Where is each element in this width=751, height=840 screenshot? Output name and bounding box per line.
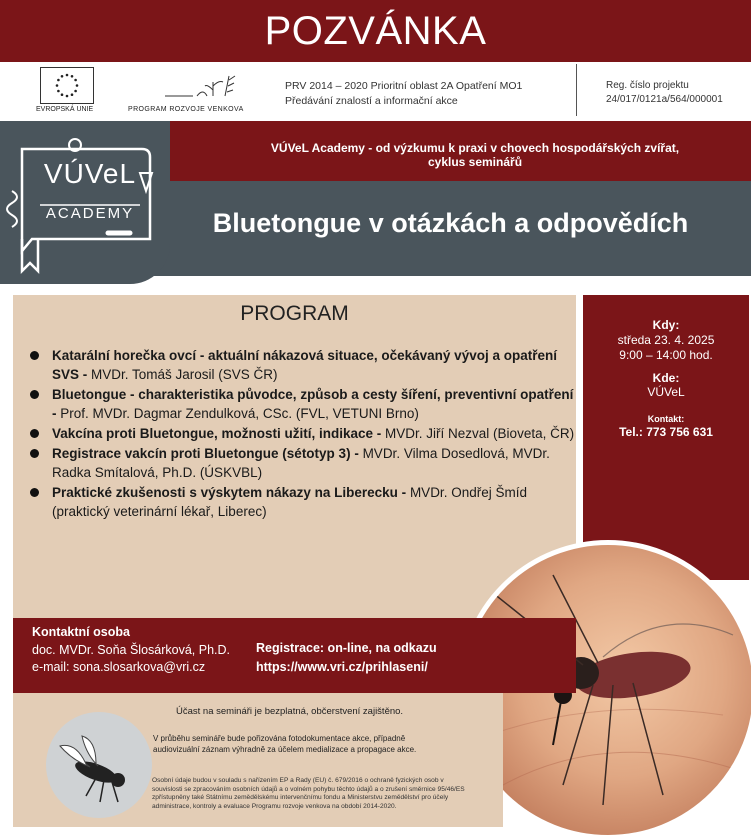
where-value: VÚVeL (647, 385, 685, 399)
talk-speaker: MVDr. Tomáš Jarosil (SVS ČR) (91, 367, 278, 382)
academy-subtitle-line-2: cyklus seminářů (427, 155, 523, 169)
rural-caption: PROGRAM ROZVOJE VENKOVA (128, 106, 244, 113)
list-item (30, 385, 575, 423)
list-item (30, 444, 575, 482)
reg-label: Reg. číslo projektu (606, 80, 689, 91)
gdpr-note (152, 777, 497, 811)
when-date: středa 23. 4. 2025 (617, 333, 715, 347)
contact-label: Kontakt: (647, 414, 685, 424)
academy-logo-name: VÚVeL (43, 158, 137, 189)
prv-line-2: Předávání znalostí a informační akce (285, 95, 458, 107)
gdpr-line-3: zpřístupněny také Státnímu zemědělskému intervenčnímu fondu a Ministerstvu zemědělství pro účely (152, 794, 449, 802)
contact-title: Kontaktní osoba (32, 625, 130, 639)
rural-program-logo-icon (163, 70, 243, 102)
list-item (30, 483, 575, 521)
academy-logo-sub: ACADEMY (45, 205, 135, 222)
list-item (30, 424, 575, 443)
gdpr-line-4: administrace, kontroly a evaluace Programu rozvoje venkova na období 2014-2020. (152, 802, 397, 810)
free-entry-note: Účast na semináři je bezplatná, občerstvení zajištěno. (176, 706, 404, 717)
registration-link[interactable]: https://www.vri.cz/prihlaseni/ (256, 660, 428, 674)
academy-logo-card (0, 121, 170, 284)
talk-title: Registrace vakcín proti Bluetongue (sétotyp 3) - (52, 446, 363, 461)
eu-caption: EVROPSKÁ UNIE (36, 106, 94, 113)
seminar-title: Bluetongue v otázkách a odpovědích (212, 208, 689, 238)
media-note-line-1: V průběhu semináře bude pořizována fotodokumentace akce, případně (153, 734, 406, 743)
talk-speaker: MVDr. Jiří Nezval (Bioveta, ČR) (385, 426, 575, 441)
gdpr-line-2: souvislosti se zpracováním osobních údajů a o volném pohybu těchto údajů a o zrušení směrnice 95/46/ES (152, 785, 465, 793)
when-label: Kdy: (652, 318, 680, 332)
gdpr-line-1: Osobní údaje budou v souladu s nařízením EP a Rady (EU) č. 679/2016 o ochraně fyzických osob v (152, 777, 444, 784)
project-reg (606, 79, 723, 107)
prv-line-1: PRV 2014 – 2020 Prioritní oblast 2A Opatření MO1 (285, 80, 523, 92)
page-title: POZVÁNKA (0, 0, 751, 62)
talk-title: Vakcína proti Bluetongue, možnosti užití, indikace - (52, 426, 386, 441)
academy-subtitle (205, 141, 745, 169)
talk-title: Praktické zkušenosti s výskytem nákazy na Liberecku - (52, 485, 410, 500)
where-label: Kde: (652, 371, 680, 385)
when-time: 9:00 – 14:00 hod. (619, 348, 713, 362)
eu-flag-icon (40, 67, 94, 104)
talk-speaker: MVDr. Ondřej Šmíd (praktický veterinární lékař, Liberec) (52, 485, 527, 519)
divider (576, 64, 577, 116)
contact-phone: Tel.: 773 756 631 (619, 425, 713, 439)
registration-title: Registrace: on-line, na odkazu (256, 641, 437, 655)
contact-name: doc. MVDr. Soňa Šlosárková, Ph.D. (32, 643, 231, 657)
program-list (30, 346, 575, 522)
academy-subtitle-line-1: VÚVeL Academy - od výzkumu k praxi v chovech hospodářských zvířat, (270, 141, 680, 155)
talk-speaker: MVDr. Vilma Dosedlová, MVDr. Radka Smítalová, Ph.D. (ÚSKVBL) (52, 446, 550, 480)
media-note (153, 733, 416, 755)
prv-info (285, 79, 522, 109)
contact-email[interactable]: e-mail: sona.slosarkova@vri.cz (32, 660, 206, 674)
program-heading: PROGRAM (240, 302, 349, 325)
media-note-line-2: audiovizuální záznam výhradně za účelem medializace a propagace akce. (153, 745, 417, 754)
fly-icon (46, 712, 152, 818)
reg-number: 24/017/0121a/564/000001 (606, 94, 723, 105)
talk-title: Bluetongue - charakteristika původce, způsob a cesty šíření, preventivní opatření - (52, 387, 574, 421)
talk-speaker: Prof. MVDr. Dagmar Zendulková, CSc. (FVL, VETUNI Brno) (60, 406, 419, 421)
talk-title: Katarální horečka ovcí - aktuální nákazová situace, očekávaný vývoj a opatření SVS - (52, 348, 557, 382)
list-item (30, 346, 575, 384)
